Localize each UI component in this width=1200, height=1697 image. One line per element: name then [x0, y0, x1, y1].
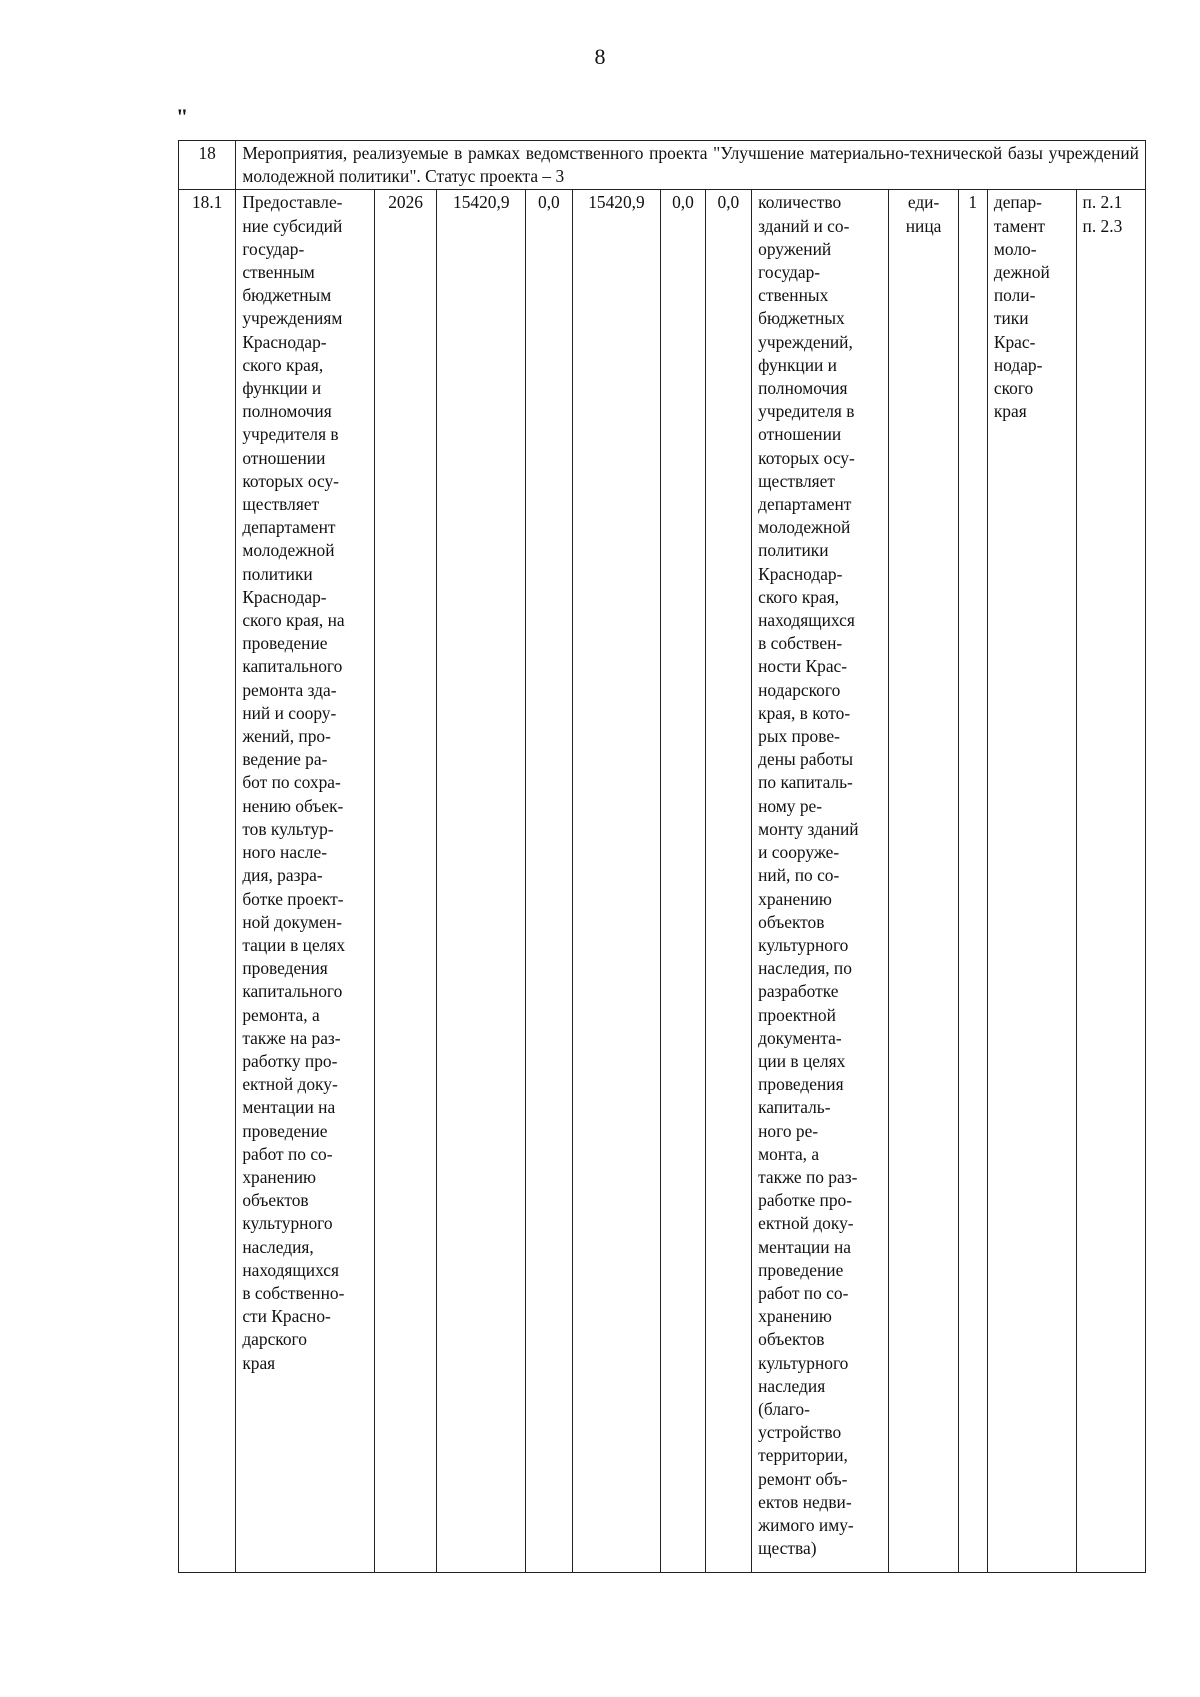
- executor-line: нодар-: [993, 354, 1043, 375]
- result-indicator: [752, 190, 889, 1573]
- unit-line: еди-: [907, 192, 940, 213]
- indicator-line: монта, а: [758, 1143, 820, 1164]
- description-line: ремонта, а: [242, 1004, 320, 1025]
- measure-description: [236, 190, 374, 1573]
- description-line: капитального: [242, 981, 343, 1002]
- measures-table: [178, 140, 1146, 1573]
- description-line: капитального: [242, 656, 343, 677]
- indicator-line: хранению: [758, 1306, 832, 1327]
- indicator-line: рых прове-: [758, 726, 840, 747]
- description-line: края: [242, 1352, 276, 1373]
- description-line: тов культур-: [242, 818, 334, 839]
- description-line: учредителя в: [242, 424, 339, 445]
- reference-item: п. 2.3: [1082, 215, 1123, 236]
- description-line: наследия,: [242, 1236, 314, 1257]
- reference-lines: [1083, 191, 1139, 237]
- description-line: ского края,: [242, 354, 324, 375]
- indicator-line: проведение: [758, 1259, 844, 1280]
- executor-line: края: [993, 401, 1027, 422]
- unit-line: ница: [905, 215, 942, 236]
- description-line: ботке проект-: [242, 888, 344, 909]
- description-line: культурного: [242, 1213, 333, 1234]
- description-line: ектной доку-: [242, 1074, 338, 1095]
- description-line: дия, разра-: [242, 865, 323, 886]
- indicator-line: находящихся: [758, 610, 855, 631]
- indicator-line: документа-: [758, 1027, 842, 1048]
- indicator-line: наследия, по: [758, 958, 852, 979]
- indicator-line: (благо-: [758, 1398, 810, 1419]
- description-line: дарского: [242, 1329, 307, 1350]
- executor-line: поли-: [993, 285, 1036, 306]
- indicator-line: ции в целях: [758, 1050, 846, 1071]
- indicator-line: монту зданий: [758, 818, 859, 839]
- description-line: бот по сохра-: [242, 772, 341, 793]
- funding-federal: 0,0: [526, 190, 573, 1573]
- indicator-line: по капиталь-: [758, 772, 853, 793]
- indicator-line: ний, по со-: [758, 865, 840, 886]
- description-line: полномочия: [242, 401, 332, 422]
- description-line: нению объек-: [242, 795, 344, 816]
- indicator-line: оружений: [758, 238, 832, 259]
- executor-line: моло-: [993, 238, 1037, 259]
- description-line: ний и соору-: [242, 702, 337, 723]
- indicator-line: культурного: [758, 934, 849, 955]
- description-line: учреждениям: [242, 308, 343, 329]
- executor-line: тамент: [993, 215, 1046, 236]
- indicator-line: работке про-: [758, 1190, 853, 1211]
- funding-other: 0,0: [705, 190, 752, 1573]
- measure-year: 2026: [374, 190, 437, 1573]
- indicator-line: объектов: [758, 911, 825, 932]
- description-line: Предоставле-: [242, 192, 343, 213]
- description-line: ведение ра-: [242, 749, 328, 770]
- indicator-line: молодежной: [758, 517, 851, 538]
- description-line: ной докумен-: [242, 911, 343, 932]
- description-line: департамент: [242, 517, 336, 538]
- description-line: тации в целях: [242, 934, 346, 955]
- description-line: находящихся: [242, 1259, 340, 1280]
- description-line: ние субсидий: [242, 215, 343, 236]
- indicator-line: ментации на: [758, 1236, 851, 1257]
- indicator-line: отношении: [758, 424, 842, 445]
- indicator-line: хранению: [758, 888, 832, 909]
- description-line: Краснодар-: [242, 331, 327, 352]
- description-line: работ по со-: [242, 1143, 333, 1164]
- indicator-line: культурного: [758, 1352, 849, 1373]
- indicator-line: зданий и со-: [758, 215, 850, 236]
- indicator-line: учредителя в: [758, 401, 855, 422]
- indicator-line: проведения: [758, 1074, 844, 1095]
- indicator-line: ному ре-: [758, 795, 823, 816]
- description-line: Краснодар-: [242, 586, 327, 607]
- indicator-line: количество: [758, 192, 842, 213]
- indicator-line: государ-: [758, 262, 821, 283]
- section-number: 18: [179, 141, 236, 190]
- description-line: функции и: [242, 378, 322, 399]
- indicator-line: полномочия: [758, 378, 848, 399]
- description-line: хранению: [242, 1166, 317, 1187]
- indicator-line: ектной доку-: [758, 1213, 854, 1234]
- indicator-line: в собствен-: [758, 633, 843, 654]
- description-line: в собственно-: [242, 1282, 345, 1303]
- executor-line: тики: [993, 308, 1029, 329]
- indicator-line: политики: [758, 540, 829, 561]
- description-line: сти Красно-: [242, 1306, 331, 1327]
- description-line: ственным: [242, 262, 315, 283]
- description-lines: [242, 191, 367, 1374]
- indicator-line: ского края,: [758, 586, 840, 607]
- indicator-line: и сооруже-: [758, 842, 840, 863]
- indicator-line: ектов недви-: [758, 1491, 852, 1512]
- indicator-line: территории,: [758, 1445, 848, 1466]
- indicator-line: которых осу-: [758, 447, 855, 468]
- indicator-line: щества): [758, 1538, 817, 1559]
- indicator-line: ственных: [758, 285, 829, 306]
- indicator-line: разработке: [758, 981, 839, 1002]
- unit-lines: [895, 191, 951, 237]
- executor-line: ского: [993, 378, 1034, 399]
- indicator-line: устройство: [758, 1422, 842, 1443]
- description-line: политики: [242, 563, 313, 584]
- description-line: молодежной: [242, 540, 335, 561]
- description-line: ского края, на: [242, 610, 345, 631]
- description-line: работку про-: [242, 1050, 338, 1071]
- description-line: жений, про-: [242, 726, 331, 747]
- description-line: ремонта зда-: [242, 679, 337, 700]
- indicator-line: работ по со-: [758, 1282, 849, 1303]
- indicator-line: ности Крас-: [758, 656, 848, 677]
- executor-line: дежной: [993, 262, 1050, 283]
- section-title: Мероприятия, реализуемые в рамках ведомственного проекта "Улучшение материально-технической базы учреждений молодежной политики". Статус проекта – 3: [236, 141, 1146, 190]
- funding-local: 0,0: [661, 190, 705, 1573]
- indicator-lines: [758, 191, 882, 1560]
- description-line: проведение: [242, 1120, 328, 1141]
- indicator-line: проектной: [758, 1004, 836, 1025]
- indicator-line: также по раз-: [758, 1166, 858, 1187]
- description-line: объектов: [242, 1190, 309, 1211]
- indicator-line: дены работы: [758, 749, 854, 770]
- indicator-line: наследия: [758, 1375, 826, 1396]
- indicator-line: департамент: [758, 494, 852, 515]
- description-line: также на раз-: [242, 1027, 341, 1048]
- description-line: государ-: [242, 238, 305, 259]
- indicator-line: Краснодар-: [758, 563, 843, 584]
- indicator-line: ществляет: [758, 470, 835, 491]
- indicator-value: 1: [958, 190, 987, 1573]
- indicator-line: жимого иму-: [758, 1514, 854, 1535]
- indicator-line: функции и: [758, 354, 837, 375]
- funding-total: 15420,9: [437, 190, 526, 1573]
- executor: [987, 190, 1076, 1573]
- funding-regional: 15420,9: [572, 190, 661, 1573]
- indicator-line: ного ре-: [758, 1120, 819, 1141]
- indicator-line: края, в кото-: [758, 702, 851, 723]
- description-line: отношении: [242, 447, 326, 468]
- description-line: проведение: [242, 633, 328, 654]
- indicator-line: ремонт объ-: [758, 1468, 848, 1489]
- indicator-line: нодарского: [758, 679, 841, 700]
- executor-lines: [994, 191, 1070, 423]
- description-line: бюджетным: [242, 285, 332, 306]
- indicator-unit: [889, 190, 958, 1573]
- references: [1076, 190, 1145, 1573]
- indicator-line: капиталь-: [758, 1097, 831, 1118]
- opening-quote-mark: ": [176, 104, 189, 129]
- measure-number: 18.1: [179, 190, 236, 1573]
- section-row: [179, 141, 1146, 190]
- description-line: ментации на: [242, 1097, 336, 1118]
- description-line: которых осу-: [242, 470, 339, 491]
- indicator-line: объектов: [758, 1329, 825, 1350]
- executor-line: Крас-: [993, 331, 1036, 352]
- measure-row: [179, 190, 1146, 1573]
- reference-item: п. 2.1: [1082, 192, 1123, 213]
- description-line: ного насле-: [242, 842, 327, 863]
- description-line: ществляет: [242, 494, 320, 515]
- description-line: проведения: [242, 958, 328, 979]
- page-number: 8: [594, 44, 606, 69]
- executor-line: депар-: [993, 192, 1042, 213]
- indicator-line: учреждений,: [758, 331, 853, 352]
- indicator-line: бюджетных: [758, 308, 845, 329]
